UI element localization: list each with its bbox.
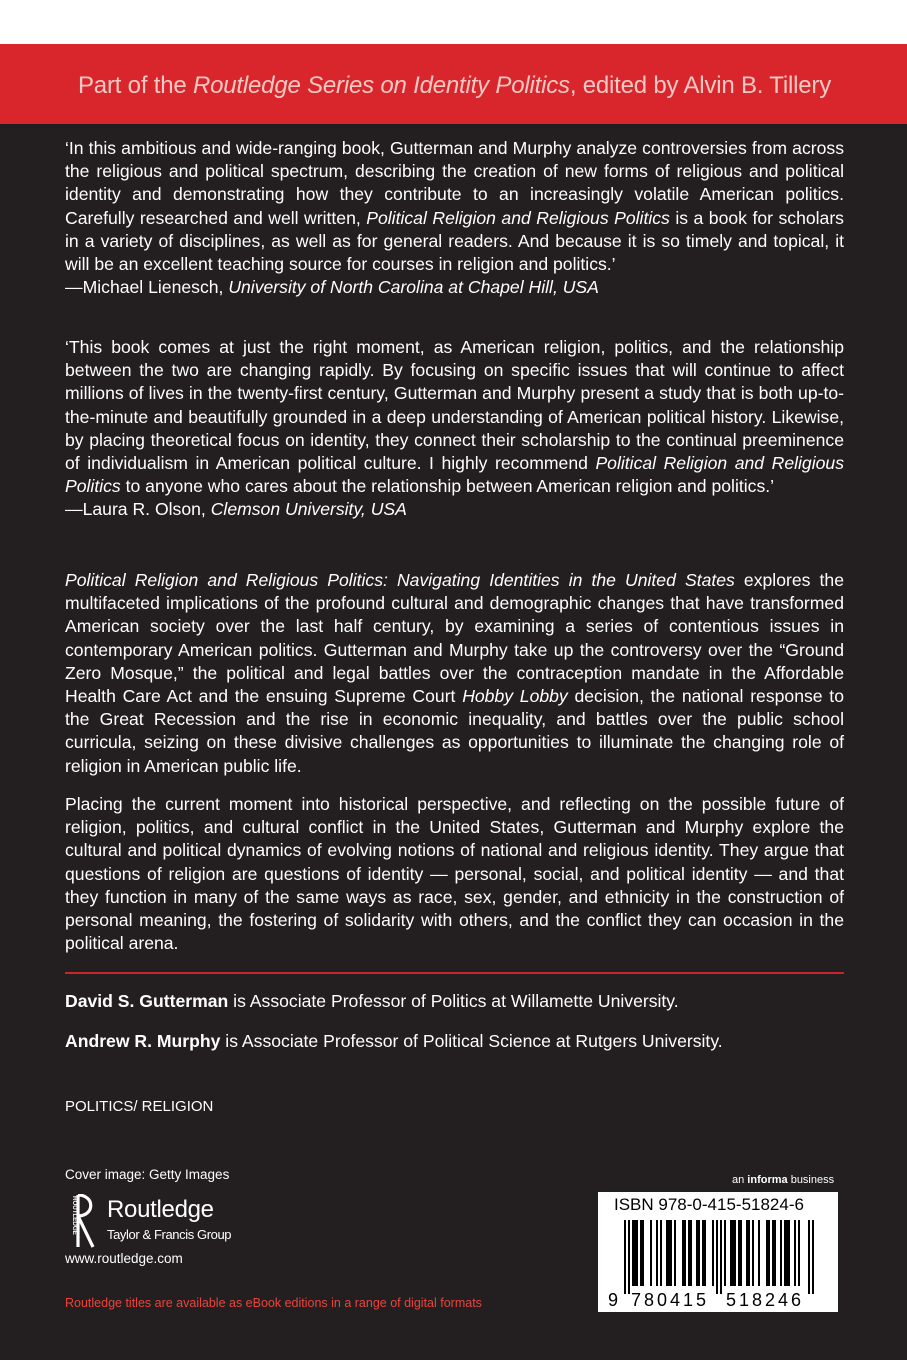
barcode-bar [698,1220,700,1286]
book-full-title: Political Religion and Religious Politics: Navigating Identities in the United States [65,570,735,590]
barcode-bar [684,1220,686,1286]
author-name: David S. Gutterman [65,991,229,1011]
quote-text: is a book for scholars in a variety of disciplines, as well as for general readers. And because it is so timely and topical, it will be an excellent teaching source for courses in religion and politics.’ [65,207,844,275]
barcode-bar [724,1220,726,1286]
routledge-logo [65,1194,265,1249]
svg-text:ROUTLEDGE: ROUTLEDGE [71,1196,78,1235]
barcode-bar [784,1220,786,1286]
series-statement [78,72,831,100]
barcode-bar [636,1220,638,1286]
series-prefix: Part of the [78,72,193,99]
author-bio-text: is Associate Professor of Political Science at Rutgers University. [220,1031,723,1051]
quote-text: ‘In this ambitious and wide-ranging book, Gutterman and Murphy analyze controversies from across the religious and political spectrum, describing the creation of new forms of religious and political identity and demonstrating how they contribute to an increasingly volatile American politics. Carefully researched and well written, [65,138,844,228]
quote-text: to anyone who cares about the relationship between American religion and politics.’ [120,476,775,497]
book-description-2: Placing the current moment into historical perspective, and reflecting on the possible future of religion, politics, and cultural conflict in the United States, Gutterman and Murphy explore the cultural and political dynamics of evolving notions of national and religious identity. They argue that questions of religion are questions of identity — personal, social, and political identity — and that they function in many of the same ways as race, sex, gender, and ethnicity in the construction of personal meaning, the fostering of solidarity with others, and the conflict they can occasion in the political arena. [65,794,844,954]
author-name: Andrew R. Murphy [65,1031,221,1051]
barcode-bar [794,1220,796,1286]
barcode-digits-left: 780415 [631,1290,710,1310]
series-editor: , edited by Alvin B. Tillery [569,72,832,99]
barcode-bar [748,1220,750,1286]
barcode-bar [660,1220,662,1286]
section-divider [65,972,844,974]
barcode-bar [704,1220,706,1286]
barcode-bar [682,1220,684,1286]
publisher-group: Taylor & Francis Group [107,1227,232,1242]
barcode-bar [780,1220,782,1286]
quote-author: —Laura R. Olson, [65,499,211,520]
barcode-bar [634,1220,636,1286]
barcode-bar [772,1220,774,1286]
informa-prefix: an [732,1174,748,1186]
barcode-graphic [598,1218,838,1312]
barcode-bar [628,1220,630,1294]
barcode-bar [808,1220,810,1294]
description-text: explores the multifaceted implications of the profound cultural and demographic changes that have transformed American society over the last half century, by examining a series of contentious issues in contemporary American politics. Gutterman and Murphy take up the controversy over the “Ground Zero Mosque,” the political and legal battles over the contraception mandate in the Affordable Health Care Act and the ensuing Supreme Court [65,570,844,707]
ebook-note: Routledge titles are available as eBook editions in a range of digital formats [65,1296,482,1310]
quote-author: —Michael Lienesch, [65,277,229,298]
barcode-bar [774,1220,776,1286]
barcode-bars [624,1220,814,1294]
isbn-barcode [598,1192,838,1312]
author-bio-text: is Associate Professor of Politics at Willamette University. [228,991,679,1011]
barcode-bar [812,1220,814,1294]
barcode-bar [696,1220,698,1286]
barcode-bar [768,1220,770,1286]
barcode-bar [642,1220,644,1286]
barcode-bar [758,1220,760,1286]
subject-category: POLITICS/ RELIGION [65,1098,214,1115]
barcode-bar [624,1220,626,1294]
top-band [0,0,907,124]
publisher-name: Routledge [107,1196,214,1223]
barcode-bar [746,1220,748,1286]
barcode-digits-right: 518246 [726,1290,805,1310]
barcode-bar [732,1220,734,1286]
routledge-logo-icon [65,1194,95,1248]
barcode-bar [666,1220,668,1286]
barcode-bar [670,1220,672,1286]
informa-suffix: business [787,1174,835,1186]
barcode-bar [632,1220,634,1286]
quote-affiliation: Clemson University, USA [210,499,407,520]
barcode-bar [650,1220,652,1286]
cover-credit: Cover image: Getty Images [65,1167,230,1182]
barcode-bar [656,1220,658,1286]
barcode-bar [702,1220,704,1286]
description-text: decision, the national response to the Great Recession and the rise in economic inequality, and battles over the public school curricula, seizing on these divisive challenges as opportunities to illuminate the changing role of religion in American public life. [65,686,844,776]
quote-attribution [65,498,844,521]
barcode-bar [766,1220,768,1286]
series-title: Routledge Series on Identity Politics [193,72,570,99]
barcode-digit-first: 9 [608,1290,619,1310]
author-bio-1 [65,991,679,1012]
barcode-bar [668,1220,670,1286]
barcode-bar [688,1220,690,1286]
quote-affiliation: University of North Carolina at Chapel Hill, USA [228,277,599,298]
book-description-1 [65,569,844,778]
endorsement-quote-2 [65,336,844,522]
barcode-bar [738,1220,740,1286]
informa-brand: informa [747,1174,788,1186]
barcode-bar [786,1220,788,1286]
barcode-bar [740,1220,742,1286]
barcode-bar [734,1220,736,1286]
endorsement-quote-1 [65,137,844,299]
barcode-bar [730,1220,732,1286]
barcode-bar [690,1220,692,1286]
barcode-bar [798,1220,800,1286]
barcode-bar [716,1220,718,1294]
barcode-bar [640,1220,642,1286]
quote-text: ‘This book comes at just the right moment, as American religion, politics, and the relationship between the two are changing rapidly. By focusing on specific issues that will continue to affect millions of lives in the twenty-first century, Gutterman and Murphy present a study that is both up-to-the-minute and beautifully grounded in a deep understanding of American political history. Likewise, by placing theoretical focus on identity, they connect their scholarship to the continual preeminence of individualism in American political culture. I highly recommend [65,337,844,474]
author-bio-2 [65,1031,723,1052]
publisher-website: www.routledge.com [65,1251,183,1266]
barcode-bar [720,1220,722,1294]
barcode-bar [752,1220,754,1286]
barcode-bar [712,1220,714,1286]
barcode-bar [674,1220,676,1286]
quote-book-title: Political Religion and Religious Politics [65,453,844,497]
case-name: Hobby Lobby [462,686,568,707]
quote-book-title: Political Religion and Religious Politics [366,207,670,228]
barcode-bar [788,1220,790,1286]
isbn-label: ISBN 978-0-415-51824-6 [614,1195,804,1214]
informa-tagline [732,1174,834,1186]
quote-attribution [65,276,844,299]
